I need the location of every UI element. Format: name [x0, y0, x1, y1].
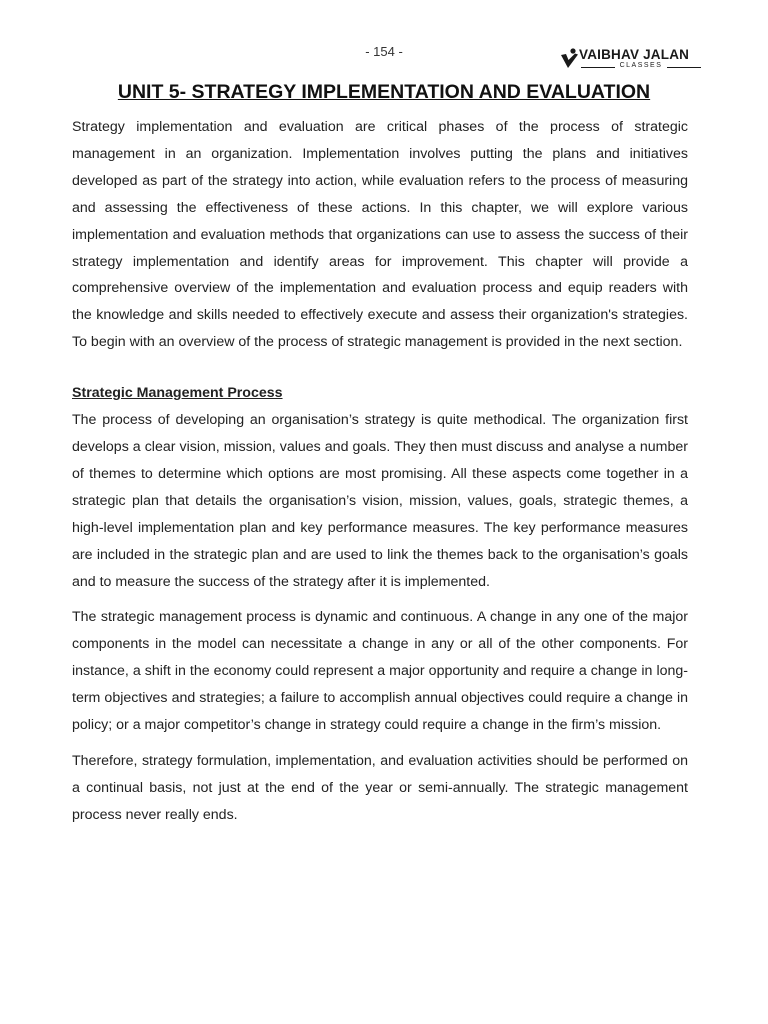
content	[72, 114, 688, 829]
page-title: UNIT 5- STRATEGY IMPLEMENTATION AND EVALUATION	[117, 81, 651, 103]
logo-line-left	[581, 67, 615, 68]
section-heading: Strategic Management Process	[72, 385, 283, 402]
intro-paragraph: Strategy implementation and evaluation are critical phases of the process of strategic management in an organization. Implementation involves putting the plans and initiatives developed as part of the strategy into action, while evaluation refers to the process of measuring and assessing the effectiveness of these actions. In this chapter, we will explore various implementation and evaluation methods that organizations can use to assess the success of their strategy implementation and identify areas for improvement. This chapter will provide a comprehensive overview of the implementation and evaluation process and equip readers with the knowledge and skills needed to effectively execute and assess their organization's strategies. To begin with an overview of the process of strategic management is provided in the next section.	[72, 119, 688, 351]
logo	[560, 47, 705, 75]
checkmark-person-icon	[560, 47, 580, 71]
logo-line-right	[667, 67, 701, 68]
section-paragraph-2: The strategic management process is dynamic and continuous. A change in any one of the major components in the model can necessitate a change in any or all of the other components. For instance, a shift in the economy could represent a major opportunity and require a change in long-term objectives and strategies; a failure to accomplish annual objectives could require a change in policy; or a major competitor’s change in strategy could require a change in the firm’s mission.	[72, 609, 688, 734]
page-number: - 154 -	[365, 44, 403, 59]
logo-sub: CLASSES	[619, 62, 663, 69]
logo-sub-row	[581, 62, 701, 72]
section-paragraph-1: The process of developing an organisation’s strategy is quite methodical. The organization first develops a clear vision, mission, values and goals. They then must discuss and analyse a number of themes to determine which options are most promising. All these aspects come together in a strategic plan that details the organisation’s vision, mission, values, goals, strategic themes, a high-level implementation plan and key performance measures. The key performance measures are included in the strategic plan and are used to link the themes back to the organisation’s goals and to measure the success of the strategy after it is implemented.	[72, 412, 688, 590]
logo-name: VAIBHAV JALAN	[579, 47, 690, 62]
section-paragraph-3: Therefore, strategy formulation, implementation, and evaluation activities should be performed on a continual basis, not just at the end of the year or semi-annually. The strategic management process never really ends.	[72, 752, 688, 823]
